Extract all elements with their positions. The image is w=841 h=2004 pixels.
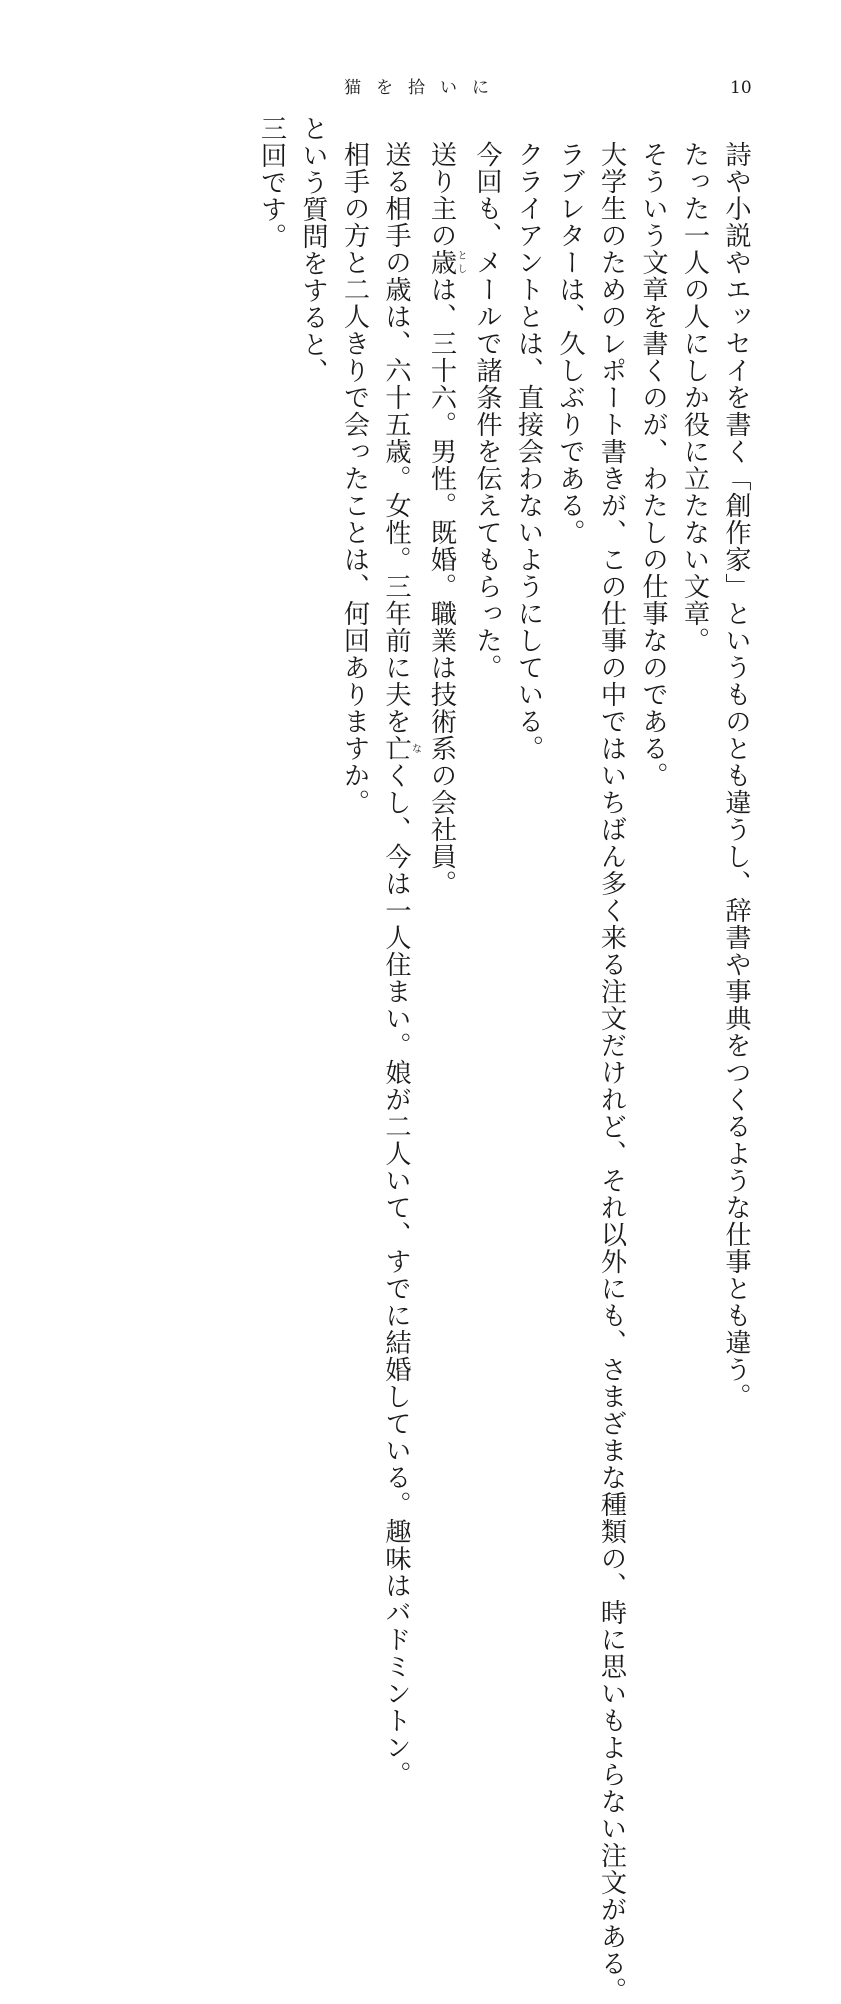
paragraph-6: クライアントとは、直接会わないようにしている。	[513, 141, 544, 762]
paragraph-8: 送り主の歳としは、三十六。男性。既婚。職業は技術系の会社員。	[426, 141, 466, 897]
running-header-title: 猫を拾いに	[344, 78, 504, 98]
ruby-na: 亡な	[381, 735, 421, 762]
paragraph-2: たった一人の人にしか役に立たない文章。	[679, 141, 710, 654]
paragraph-10: 相手の方と二人きりで会ったことは、何回ありますか。	[339, 141, 370, 816]
paragraph-3: そういう文章を書くのが、わたしの仕事なのである。	[638, 141, 668, 789]
page-number: 10	[730, 78, 752, 98]
ruby-toshi: 歳とし	[426, 249, 466, 276]
paragraph-12: 三回です。	[256, 115, 287, 250]
paragraph-4: 大学生のためのレポート書きが、この仕事の中ではいちばん多く来る注文だけれど、それ以外にも、さまざまな種類の、時に思いもよらない注文がある。	[596, 141, 627, 2004]
paragraph-11: という質問をすると、	[298, 115, 328, 385]
paragraph-9: 送る相手の歳は、六十五歳。女性。三年前に夫を亡なくし、今は一人住まい。娘が二人いて、すでに結婚している。趣味はバドミントン。	[381, 141, 421, 1788]
vertical-body-text	[250, 115, 756, 2004]
paragraph-1: 詩や小説やエッセイを書く「創作家」というものとも違うし、辞書や事典をつくるような仕事とも違う。	[721, 141, 751, 1410]
paragraph-7: 今回も、メールで諸条件を伝えてもらった。	[472, 141, 502, 681]
paragraph-5: ラブレターは、久しぶりである。	[555, 141, 585, 546]
